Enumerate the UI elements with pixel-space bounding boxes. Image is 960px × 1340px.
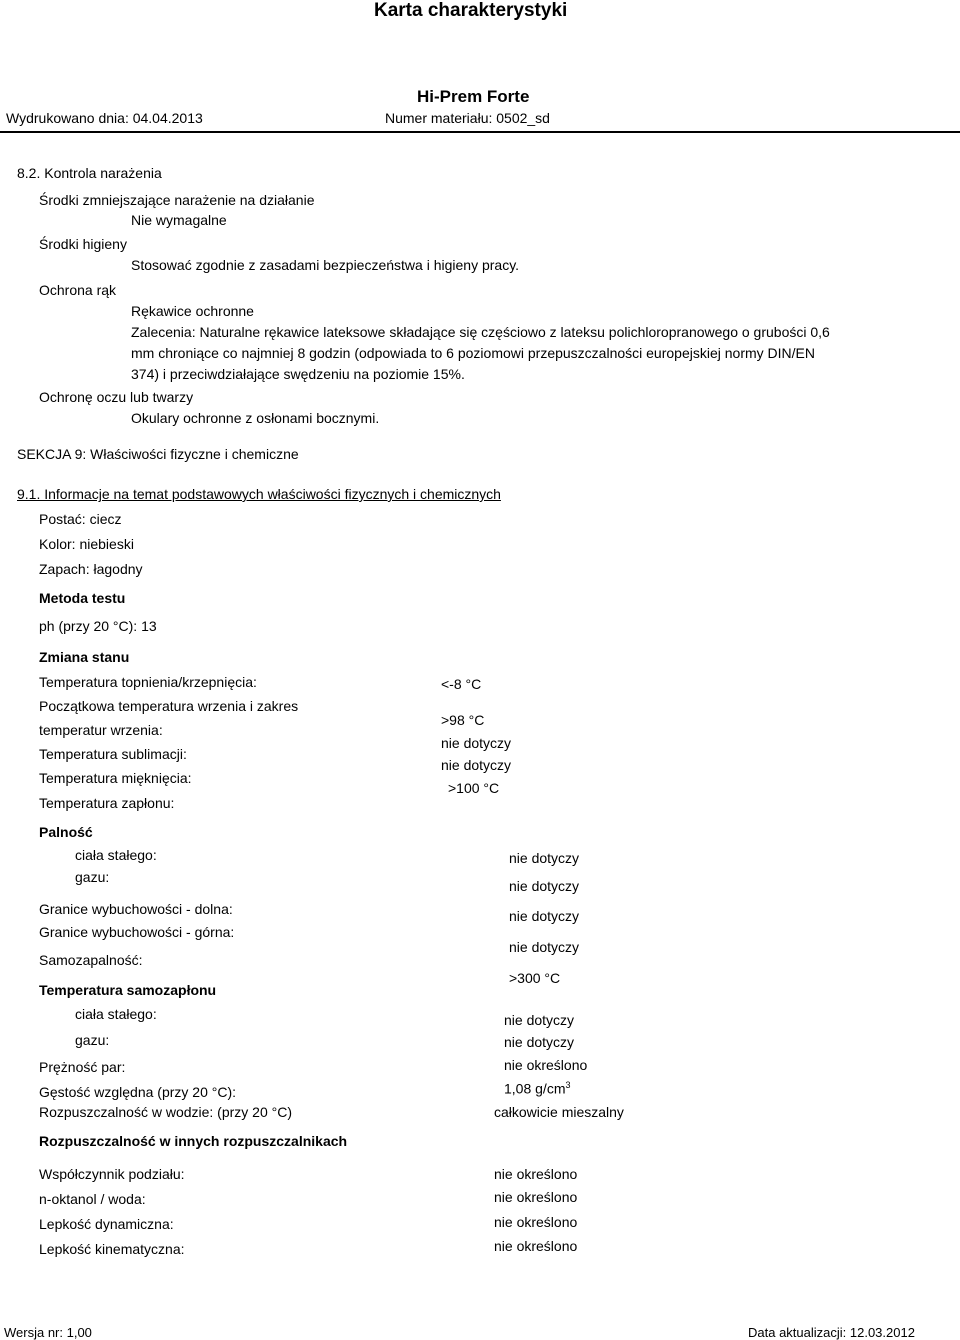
flam-solid-label: ciała stałego: <box>75 847 157 863</box>
color-line: Kolor: niebieski <box>39 536 134 552</box>
ph-line: ph (przy 20 °C): 13 <box>39 618 157 634</box>
vapour-value: nie określono <box>504 1057 588 1073</box>
eyes-value: Okulary ochronne z osłonami bocznymi. <box>131 410 380 426</box>
dynamic-viscosity-label: Lepkość dynamiczna: <box>39 1216 174 1232</box>
autoign-solid-value: nie dotyczy <box>504 1012 575 1028</box>
exposure-heading: 8.2. Kontrola narażenia <box>17 165 162 181</box>
softening-value: nie dotyczy <box>441 757 512 773</box>
expl-upper-label: Granice wybuchowości - górna: <box>39 924 235 940</box>
product-name: Hi-Prem Forte <box>417 87 530 106</box>
expl-lower-label: Granice wybuchowości - dolna: <box>39 901 233 917</box>
density-value <box>504 1080 571 1097</box>
odor-line: Zapach: łagodny <box>39 561 143 577</box>
document-title: Karta charakterystyki <box>374 0 568 21</box>
self-ignition-label: Samozapalność: <box>39 952 143 968</box>
flash-label: Temperatura zapłonu: <box>39 795 175 811</box>
flam-solid-value: nie dotyczy <box>509 850 580 866</box>
update-date: Data aktualizacji: 12.03.2012 <box>748 1325 915 1340</box>
section9-heading: SEKCJA 9: Właściwości fizyczne i chemiczne <box>17 446 299 462</box>
flammability-heading: Palność <box>39 824 93 840</box>
header-divider <box>0 131 960 133</box>
density-label: Gęstość względna (przy 20 °C): <box>39 1084 237 1100</box>
hands-recommendation: Zalecenia: Naturalne rękawice lateksowe składające się częściowo z lateksu polichloropranowego o grubości 0,6 mm chroniące co najmniej 8 godzin (odpowiada to 6 poziomowi przepuszczalności europejskiej normy DIN/EN 374) i przeciwdziałające swędzeniu na poziomie 15%. <box>131 324 830 382</box>
octanol-label: n-oktanol / woda: <box>39 1191 146 1207</box>
expl-upper-value: nie dotyczy <box>509 939 580 955</box>
dynamic-viscosity-value: nie określono <box>494 1214 578 1230</box>
print-date: Wydrukowano dnia: 04.04.2013 <box>6 110 203 126</box>
state-change-heading: Zmiana stanu <box>39 649 130 665</box>
density-value-text: 1,08 g/cm <box>504 1080 566 1097</box>
reduce-value: Nie wymagalne <box>131 212 227 228</box>
form-line: Postać: ciecz <box>39 511 122 527</box>
boiling-label-2: temperatur wrzenia: <box>39 722 163 738</box>
partition-label: Współczynnik podziału: <box>39 1166 185 1182</box>
boiling-label-1: Początkowa temperatura wrzenia i zakres <box>39 698 299 714</box>
flash-value: >100 °C <box>448 780 500 796</box>
melting-value: <-8 °C <box>441 676 482 692</box>
boiling-value: >98 °C <box>441 712 485 728</box>
hygiene-value: Stosować zgodnie z zasadami bezpieczeństwa i higieny pracy. <box>131 257 520 273</box>
partition-value: nie określono <box>494 1166 578 1182</box>
autoign-solid-label: ciała stałego: <box>75 1006 157 1022</box>
water-solubility-label: Rozpuszczalność w wodzie: (przy 20 °C) <box>39 1104 293 1120</box>
other-solubility-heading: Rozpuszczalność w innych rozpuszczalnikach <box>39 1133 348 1149</box>
softening-label: Temperatura mięknięcia: <box>39 770 192 786</box>
kinematic-viscosity-label: Lepkość kinematyczna: <box>39 1241 185 1257</box>
density-exponent: 3 <box>565 1080 571 1090</box>
material-number: Numer materiału: 0502_sd <box>385 110 550 126</box>
water-solubility-value: całkowicie mieszalny <box>494 1104 624 1120</box>
autoign-gas-value: nie dotyczy <box>504 1034 575 1050</box>
hands-label: Ochrona rąk <box>39 282 117 298</box>
reduce-label: Środki zmniejszające narażenie na działanie <box>39 192 315 208</box>
vapour-label: Prężność par: <box>39 1059 126 1075</box>
hands-value: Rękawice ochronne <box>131 303 254 319</box>
flam-gas-label: gazu: <box>75 869 110 885</box>
autoignition-heading: Temperatura samozapłonu <box>39 982 217 998</box>
sublimation-label: Temperatura sublimacji: <box>39 746 187 762</box>
hygiene-label: Środki higieny <box>39 236 127 252</box>
flam-gas-value: nie dotyczy <box>509 878 580 894</box>
melting-label: Temperatura topnienia/krzepnięcia: <box>39 674 257 690</box>
eyes-label: Ochronę oczu lub twarzy <box>39 389 194 405</box>
self-ignition-value: >300 °C <box>509 970 561 986</box>
section9-subheading: 9.1. Informacje na temat podstawowych właściwości fizycznych i chemicznych <box>17 486 501 502</box>
autoign-gas-label: gazu: <box>75 1032 110 1048</box>
test-method-heading: Metoda testu <box>39 590 126 606</box>
octanol-value: nie określono <box>494 1189 578 1205</box>
version-number: Wersja nr: 1,00 <box>4 1325 92 1340</box>
kinematic-viscosity-value: nie określono <box>494 1238 578 1254</box>
expl-lower-value: nie dotyczy <box>509 908 580 924</box>
sublimation-value: nie dotyczy <box>441 735 512 751</box>
